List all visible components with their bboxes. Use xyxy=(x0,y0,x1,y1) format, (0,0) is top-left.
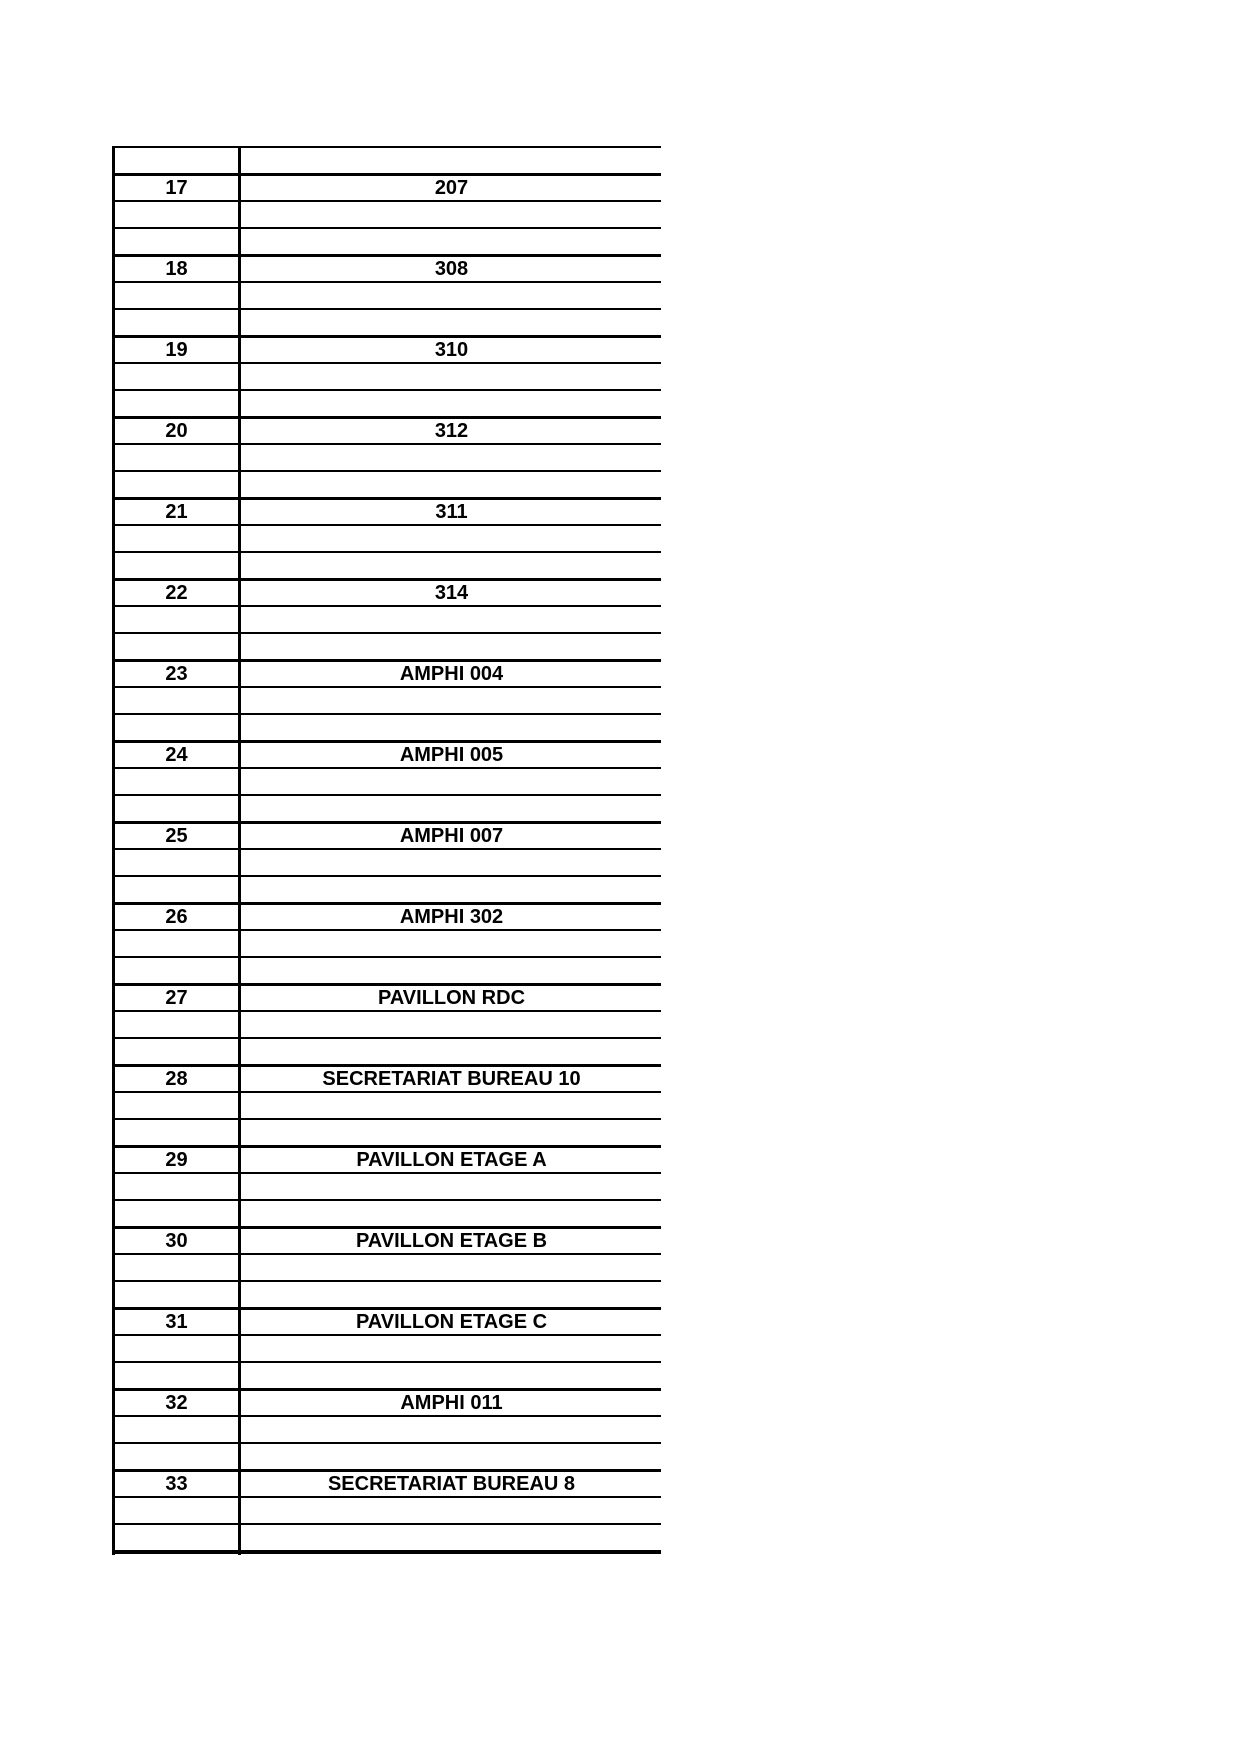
room-location: PAVILLON ETAGE C xyxy=(355,1311,548,1333)
room-location: PAVILLON RDC xyxy=(377,987,526,1009)
row-separator-thin xyxy=(112,227,661,229)
top-border xyxy=(112,146,661,148)
row-number: 21 xyxy=(165,501,188,523)
room-location: PAVILLON ETAGE B xyxy=(355,1230,548,1252)
room-location: AMPHI 004 xyxy=(399,663,504,685)
room-location: 311 xyxy=(435,501,468,523)
row-separator-thin xyxy=(112,875,661,877)
room-location: 312 xyxy=(434,420,469,442)
row-number: 20 xyxy=(165,420,188,442)
room-location: AMPHI 007 xyxy=(399,825,504,847)
room-location: 207 xyxy=(434,177,469,199)
row-number: 17 xyxy=(165,177,188,199)
row-separator-thin xyxy=(112,632,661,634)
row-separator-thin xyxy=(112,794,661,796)
room-location: 308 xyxy=(434,258,469,280)
row-number: 29 xyxy=(165,1149,188,1171)
row-separator-thin xyxy=(112,1199,661,1201)
row-number: 30 xyxy=(165,1230,188,1252)
row-number: 24 xyxy=(165,744,188,766)
row-number: 27 xyxy=(165,987,188,1009)
row-separator-thin xyxy=(112,308,661,310)
row-number: 26 xyxy=(165,906,188,928)
row-number: 19 xyxy=(165,339,188,361)
row-separator-thin xyxy=(112,389,661,391)
row-number: 28 xyxy=(165,1068,188,1090)
room-location: AMPHI 011 xyxy=(400,1392,503,1414)
row-number: 23 xyxy=(165,663,188,685)
row-separator-thin xyxy=(112,1280,661,1282)
room-location: AMPHI 005 xyxy=(399,744,504,766)
row-separator-thin xyxy=(112,1037,661,1039)
row-separator-thin xyxy=(112,470,661,472)
row-separator-thin xyxy=(112,1442,661,1444)
row-number: 31 xyxy=(165,1311,188,1333)
room-location: AMPHI 302 xyxy=(399,906,504,928)
room-location: SECRETARIAT BUREAU 8 xyxy=(327,1473,576,1495)
row-number: 25 xyxy=(165,825,188,847)
room-table xyxy=(112,146,661,1555)
row-separator-thin xyxy=(112,1361,661,1363)
bottom-border xyxy=(112,1550,661,1554)
row-number: 33 xyxy=(165,1473,188,1495)
row-separator-thin xyxy=(112,956,661,958)
room-location: 314 xyxy=(434,582,469,604)
row-separator-thin xyxy=(112,551,661,553)
row-number: 18 xyxy=(165,258,188,280)
row-separator-thin xyxy=(112,1523,661,1525)
row-separator-thin xyxy=(112,713,661,715)
row-separator-thin xyxy=(112,1118,661,1120)
row-number: 32 xyxy=(165,1392,188,1414)
room-location: PAVILLON ETAGE A xyxy=(356,1149,547,1171)
room-location: SECRETARIAT BUREAU 10 xyxy=(322,1068,581,1090)
row-number: 22 xyxy=(165,582,188,604)
room-location: 310 xyxy=(434,339,469,361)
column-divider xyxy=(238,146,241,1555)
